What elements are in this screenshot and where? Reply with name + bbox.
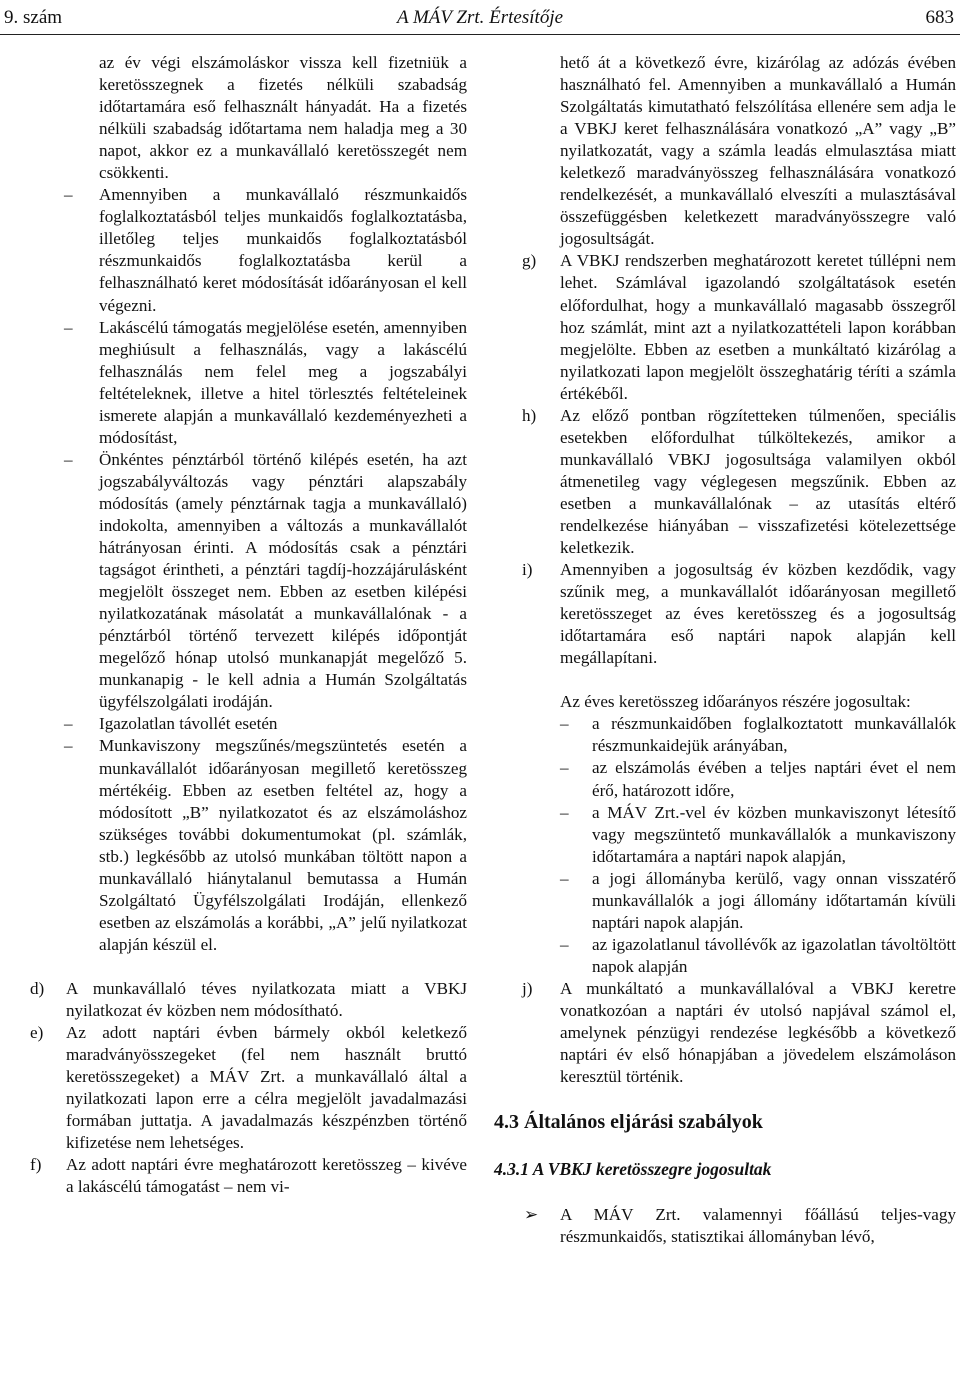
lettered-item-f [30,1154,467,1198]
list-item [494,713,956,757]
dash-marker: – [64,317,73,337]
left-column [30,44,467,1198]
list-item [30,184,467,316]
subsection-heading: 4.3.1 A VBKJ keretösszegre jogosultak [494,1159,772,1180]
publication-title: A MÁV Zrt. Értesítője [396,7,564,28]
list-item-text: Munkaviszony megszűnés/megszüntetés esetén a munkavállalót időarányosan megillető keretösszeg mértékéig. Ebben az esetben feltétel az, hogy a módosított „B” nyilatkozatot és az elszámoláshoz szükséges további dokumentumokat (pl. számlák, stb.) legkésőbb az utolsó munkában töltött napon a munkavállaló hiánytalanul bemutassa a Humán Szolgáltató Ügyfélszolgálati Irodáján, ellenkező esetben az elszámolás a korábbi, „A” jelű nyilatkozat alapján készül el. [99,736,467,954]
list-item-text: az elszámolás évében a teljes naptári évet el nem érő, határozott időre, [592,758,956,800]
page-number: 683 [925,7,954,28]
section-heading: 4.3 Általános eljárási szabályok [494,1111,763,1134]
page-header [0,0,960,36]
item-marker: f) [30,1155,42,1175]
lettered-item-h [494,405,956,559]
item-text: Az adott naptári évre meghatározott keretösszeg – kivéve a lakáscélú támogatást – nem vi- [66,1155,467,1197]
item-text: Az adott naptári évben bármely okból keletkező maradványösszegeket (fel nem használt bruttó keretösszegeket) a MÁV Zrt. a munkavállaló által a nyilatkozati lapon erre a célra megjelölt javadalmazási formában juttatja. A javadalmazás készpénzben történő kifizetése nem lehetséges. [66,1023,467,1153]
list-item [30,449,467,714]
header-rule [0,34,960,35]
dash-marker: – [64,714,73,734]
item-marker: h) [522,405,537,425]
item-text: A VBKJ rendszerben meghatározott keretet túllépni nem lehet. Számlával igazolandó szolgáltatások esetén előfordulhat, hogy a munkavállaló magasabb összegről hoz számlát, mint azt a nyilatkozattételi lapon korábban megjelölte. Ebben az esetben a munkáltató kizárólag a nyilatkozati lapon megjelölt összeghatárig téríti a számla értékéből. [560,251,956,403]
lettered-item-d [30,978,467,1022]
list-item [30,317,467,449]
dash-marker: – [560,802,569,822]
arrow-bullet-icon: ➢ [524,1205,539,1225]
item-text: Az előző pontban rögzítetteken túlmenően, speciális esetekben előfordulhat túlköltekezés, amikor a munkavállaló VBKJ jogosultsága valamilyen okból átmenetileg vagy véglegesen megszűnik. Ebben az esetben a munkavállalónak – az utasítás eltérő rendelkezése hiányában – visszafizetési kötelezettsége keletkezik. [560,405,956,558]
list-item-text: az igazolatlanul távollévők az igazolatlan távoltöltött napok alapján [592,934,956,976]
list-item [494,1204,956,1248]
item-text: A munkáltató a munkavállalóval a VBKJ keretre vonatkozóan a naptári év utolsó napjával számol el, amelynek pénzügyi rendezése legkésőbb a következő naptári év első hónapjában a jövedelem elszámoláson keresztül történik. [560,978,956,1087]
lettered-item-g [494,250,956,404]
list-item-text: Amennyiben a munkavállaló részmunkaidős foglalkoztatásból teljes munkaidős foglalkoztatásba, illetőleg teljes munkaidős foglalkoztatásból részmunkaidős foglalkoztatásba kerül a felhasználható keret módosítását időarányosan el kell végezni. [99,185,467,315]
dash-marker: – [64,449,73,469]
issue-number: 9. szám [4,7,63,28]
dash-marker: – [64,185,73,205]
lettered-item-i [494,559,956,669]
right-column [494,44,956,1248]
list-item [494,802,956,868]
item-text: A munkavállaló téves nyilatkozata miatt a VBKJ nyilatkozat év közben nem módosítható. [66,978,467,1020]
list-item-text: Igazolatlan távollét esetén [99,714,278,734]
intro-paragraph: az év végi elszámoláskor vissza kell fizetniük a keretösszegnek a fizetés nélküli szabadság időtartamára eső felhasznált hányadát. Ha a fizetés nélküli szabadság időtartama nem haladja meg a 30 napot, akkor ez a munkavállaló keretösszegét nem csökkenti. [99,53,467,183]
list-item-text: a részmunkaidőben foglalkoztatott munkavállalók részmunkaidejük arányában, [592,714,956,756]
dash-marker: – [64,736,73,756]
list-item [30,735,467,955]
item-text: Amennyiben a jogosultság év közben kezdődik, vagy szűnik meg, a munkavállalót időarányosan megillető keretösszeget az éves keretösszeg és a jogosultság időtartamára eső naptári napok alapján kell megállapítani. [560,560,956,668]
dash-marker: – [560,934,569,954]
list-item [30,713,467,735]
item-marker: j) [522,978,533,998]
list-item-text: A MÁV Zrt. valamennyi főállású teljes-vagy részmunkaidős, statisztikai állományban lévő, [560,1205,956,1247]
item-marker: d) [30,978,45,998]
list-item-text: Lakáscélú támogatás megjelölése esetén, amennyiben meghiúsult a felhasználás, vagy a lakáscélú felhasználás nem felel meg a jogszabályi feltételeknek, illetve a hitel törlesztés feltételeinek ismerete alapján a munkavállaló kezdeményezheti a módosítást, [99,317,467,447]
list-item-text: a MÁV Zrt.-vel év közben munkaviszonyt létesítő vagy megszüntető munkavállalók a munkaviszony időtartamára a naptári napok alapján, [592,802,956,866]
continuation-paragraph: hető át a következő évre, kizárólag az adózás évében használható fel. Amennyiben a munkavállaló a Humán Szolgáltatás kimutatható felszólítása ellenére sem adja le a VBKJ keret felhasználására vonatkozó „A” vagy „B” nyilatkozatát, vagy a számla leadás elmulasztása miatt keletkező maradványösszeg felhasználására vonatkozó rendelkezését, a munkavállaló elveszíti a mulasztásával összefüggésben keletkezett maradványösszegre való jogosultságát. [560,53,956,249]
lettered-item-j [494,978,956,1088]
lettered-item-e [30,1022,467,1154]
dash-marker: – [560,868,569,888]
item-marker: g) [522,251,537,271]
item-marker: i) [522,560,533,580]
dash-marker: – [560,714,569,734]
list-item-text: a jogi állományba kerülő, vagy onnan visszatérő munkavállalók a jogi állomány időtartamán kívüli naptári napok alapján. [592,868,956,932]
list-item [494,868,956,934]
list-item-text: Önkéntes pénztárból történő kilépés esetén, ha azt jogszabályváltozás vagy pénztári alapszabály módosítás (amely pénztárnak tagja a munkavállaló) indokolta, amennyiben a változás a munkavállalót hátrányosan érinti. A módosítás csak a pénztári tagságot érintheti, a pénztári tagdíj-hozzájárulásként megjelölt összeget nem. Ebben az esetben kilépési nyilatkozatának másolatát a munkavállalónak - a pénztárból történő tervezett kilépés időpontját megelőző hónap utolsó munkanapját megelőző 5. munkanapig - le kell adnia a Humán Szolgáltatás ügyfélszolgálati irodáján. [99,449,467,712]
list-item [494,934,956,978]
dash-marker: – [560,758,569,778]
item-marker: e) [30,1023,44,1043]
list-item [494,757,956,801]
proportional-intro: Az éves keretösszeg időarányos részére jogosultak: [560,692,911,712]
